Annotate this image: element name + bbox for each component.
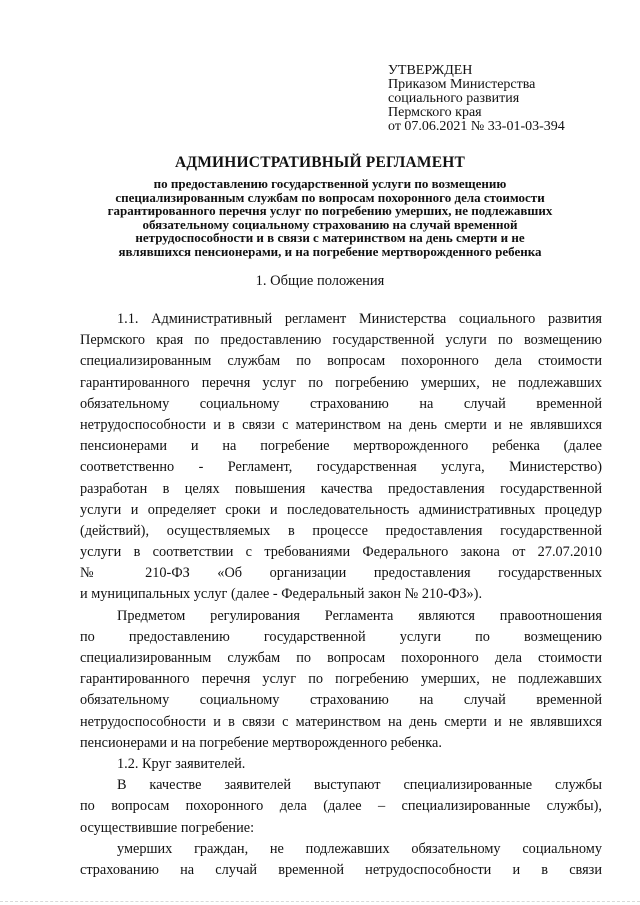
body-line: услуги в соответствии с требованиями Федерального закона от 27.07.2010 [80, 544, 602, 561]
body-line: страхованию на случай временной нетрудоспособности и в связи [80, 861, 602, 878]
body-line: пенсионерами и на погребение мертворожденного ребенка. [80, 734, 442, 751]
body-line: нетрудоспособности и в связи с материнством на день смерти и не являвшихся [80, 713, 602, 730]
subtitle-line: нетрудоспособности и в связи с материнством на день смерти и не [135, 230, 525, 246]
body-line: соответственно - Регламент, государственная услуга, Министерство) [80, 459, 602, 476]
body-line: № 210-ФЗ «Об организации предоставления государственных [80, 565, 602, 582]
approval-line: Пермского края [388, 105, 482, 120]
approval-line: социального развития [388, 91, 520, 106]
body-line: В качестве заявителей выступают специализированные службы [117, 777, 602, 794]
subtitle-line: по предоставлению государственной услуги по возмещению [153, 176, 507, 191]
body-line: по предоставлению государственной услуги по возмещению [80, 628, 602, 645]
body-line: специализированным службам по вопросам похоронного дела стоимости [80, 650, 602, 666]
subtitle-line: гарантированного перечня услуг по погребению умерших, не подлежавших [107, 203, 553, 219]
body-line: гарантированного перечня услуг по погребению умерших, не подлежавших [80, 671, 602, 688]
body-line: обязательному социальному страхованию на случай временной [80, 395, 602, 412]
scan-edge-divider [0, 900, 640, 902]
body-line: Предметом регулирования Регламента являются правоотношения [117, 607, 602, 624]
body-line: по вопросам похоронного дела (далее – специализированные службы), [80, 798, 602, 815]
body-line: Пермского края по предоставлению государственной услуги по возмещению [80, 332, 602, 349]
body-text [80, 309, 602, 881]
body-line: разработан в целях повышения качества предоставления государственной [80, 480, 602, 497]
body-line: нетрудоспособности и в связи с материнством на день смерти и не являвшихся [80, 416, 602, 433]
body-line: обязательному социальному страхованию на случай временной [80, 692, 602, 709]
body-line: 1.1. Административный регламент Министерства социального развития [117, 311, 602, 327]
subtitle-line: специализированным службам по вопросам похоронного дела стоимости [115, 189, 545, 205]
body-line: услуги и определяет сроки и последовательность административных процедур [80, 501, 602, 518]
body-line: специализированным службам по вопросам похоронного дела стоимости [80, 353, 602, 370]
approval-line: от 07.06.2021 № 33-01-03-394 [388, 119, 565, 134]
body-line: пенсионерами и на погребение мертворожденного ребенка (далее [80, 438, 602, 455]
body-line: гарантированного перечня услуг по погребению умерших, не подлежавших [80, 374, 602, 391]
document-subtitle [60, 177, 600, 259]
subtitle-line: являвшихся пенсионерами, и на погребение мертворожденного ребенка [118, 243, 542, 259]
body-line: и муниципальных услуг (далее - Федеральный закон № 210-ФЗ»). [80, 586, 483, 603]
approval-line: Приказом Министерства [388, 77, 536, 92]
subtitle-line: обязательному социальному страхованию на случай временной [142, 216, 518, 232]
section-heading: 1. Общие положения [255, 273, 385, 289]
body-line: осуществившие погребение: [80, 819, 255, 836]
body-line: умерших граждан, не подлежавших обязательному социальному [117, 840, 602, 857]
body-line: (действий), осуществляемых в процессе предоставления государственной [80, 522, 602, 539]
approval-line: УТВЕРЖДЕН [388, 63, 473, 78]
body-line: 1.2. Круг заявителей. [117, 755, 246, 772]
document-title: АДМИНИСТРАТИВНЫЙ РЕГЛАМЕНТ [174, 154, 466, 171]
approval-stamp [388, 64, 565, 134]
